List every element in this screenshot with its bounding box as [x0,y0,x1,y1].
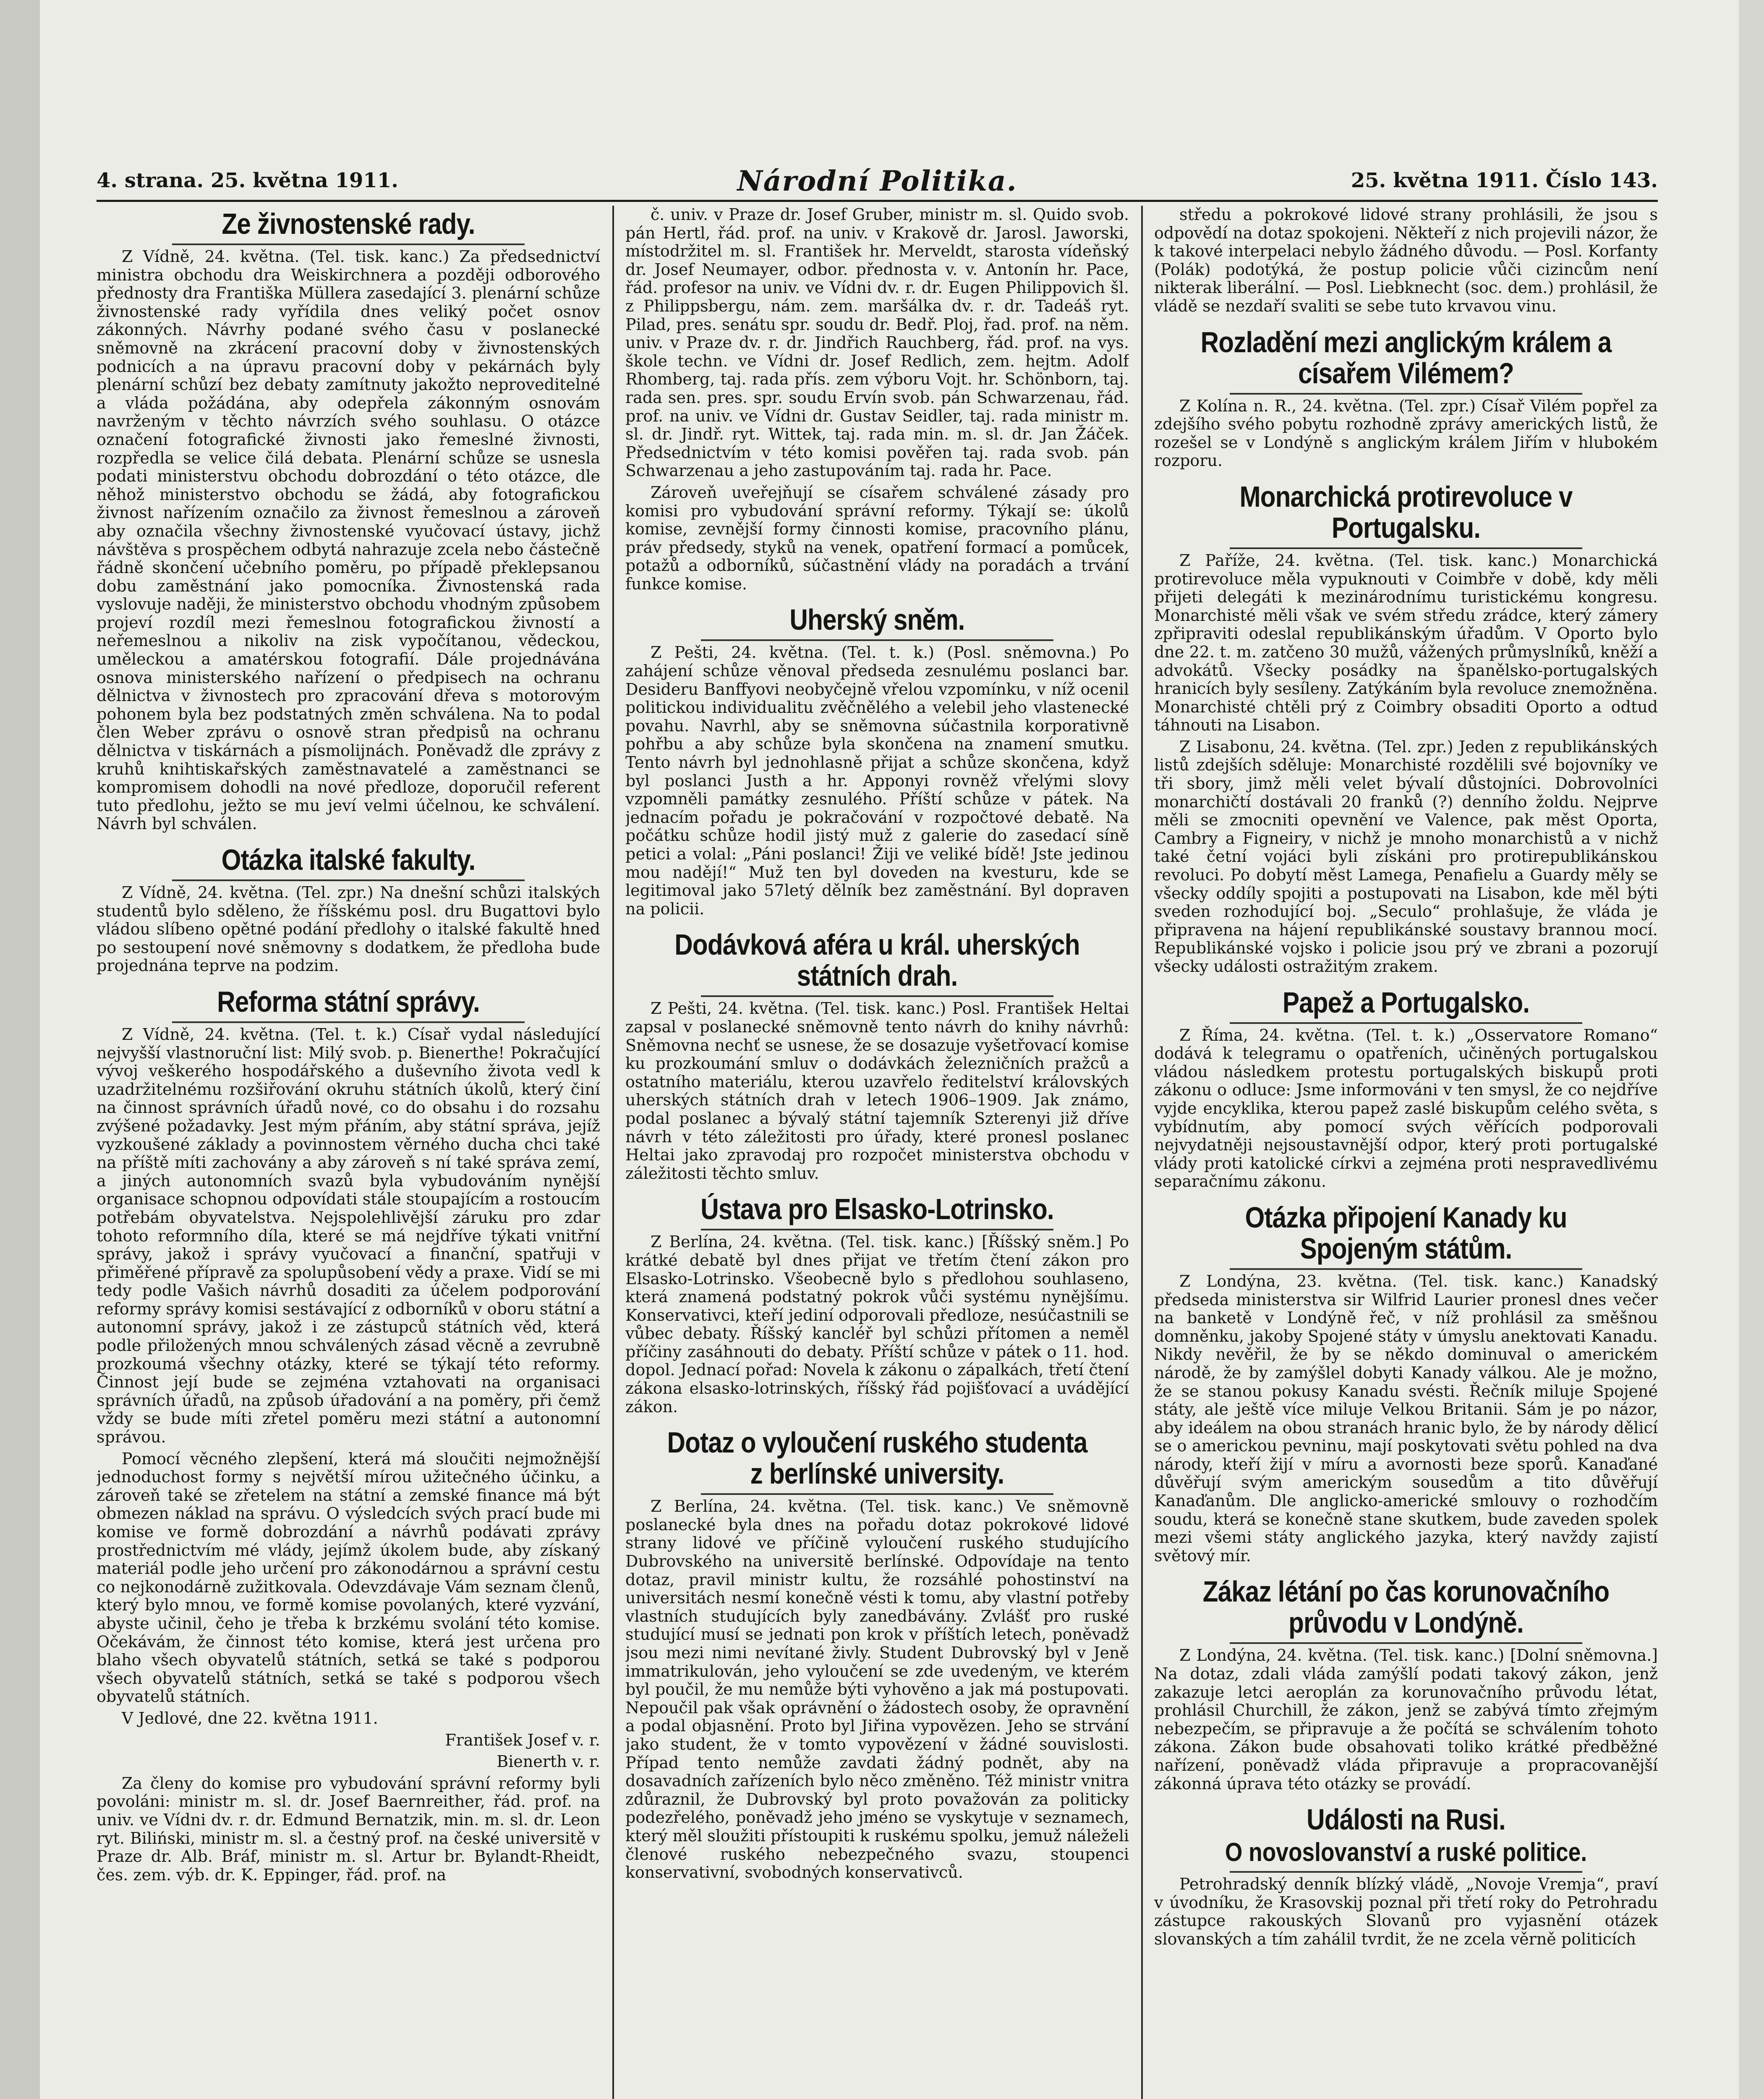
header-date-page: 4. strana. 25. května 1911. [97,169,398,192]
article-paragraph: Pomocí věcného zlepšení, která má sloučiti nejmožnější jednoduchost formy s největší mírou užitečného účinku, a zároveň také se zřetelem na státní a zemské finance má být obmezen náklad na správu. O výsledcích svých prací bude mi komise ve formě dobrozdání a návrhů podávati zprávy prostřednictvím mé vlády, jejímž úkolem bude, aby získaný materiál podle jeho určení pro zákonodárnou a správní cestu co nejkonodárně zužitkovala. Odevzdávaje Vám seznam členů, který bylo mnou, ve formě komise povolaných, které vyzvání, abyste učinil, čeho je třeba k brzkému svolání této komise. Očekávám, že činnost této komise, která jest určena pro blaho všech obyvatelů státních, setká se také s podporou všech obyvatelů státních, setká se také s podporou všech obyvatelů státních. [97,1449,600,1706]
article-headline: Události na Rusi. [1307,1803,1505,1836]
headline-rule [701,639,1053,641]
article [625,206,1129,593]
headline-rule [701,995,1053,997]
article-paragraph: Bienerth v. r. [497,1752,600,1771]
column-3 [1154,206,1658,2099]
article-headline: Dotaz o vyloučení ruského studenta z berlínské university. [667,1426,1087,1490]
article-paragraph: Z Vídně, 24. května. (Tel. t. k.) Císař vydal následující nejvyšší vlastnoruční list: Milý svob. p. Bienerthe! Pokračující vývoj veškerého hospodářského a duševního života vedl k uzadržitelnému rozšiřování okruhu státních úkolů, který činí na činnost správních úřadů nové, co do obsahu i do rozsahu zvýšené požadavky. Jest mým přáním, aby státní správa, jejíž vyzkoušené základy a povinnostem věrného ducha chci také na příště míti zachovány a aby zároveň s ní také správa zemí, a jiných autonomních svazů byla vybudováním nynější organisace schopnou odpovídati stále stoupajícím a rostoucím potřebám obyvatelstva. Nejspolehlivější záruku pro zdar tohoto reformního díla, které se má nejdříve týkati vnitřní správy, jakož i správy vyučovací a finanční, spatřuji v přiměřené přípravě za spolupůsobení vědy a praxe. Vidí se mi tedy podle Vašich návrhů dosaditi za účelem podporování reformy správy komisi sestávající z odborníků v oboru státní a autonomní správy, jakož i ze zástupců státních věd, která podle přiložených mnou schválených zásad věcně a zevrubně prozkoumá všechny otázky, které se týkají této reformy. Činnost její bude se zejména vztahovati na organisaci správních úřadů, na způsob úřadování a na poměry, při čemž vždy se bude míti zřetel poměru mezi státní a autonomní správou. [97,1025,600,1447]
article-headline: Papež a Portugalsko. [1282,986,1530,1019]
article-paragraph: Z Vídně, 24. května. (Tel. zpr.) Na dnešní schůzi italských studentů bylo sděleno, že říšskému posl. dru Bugattovi bylo vládou slíbeno opětné podání předlohy o italské fakultě hned po sestoupení nové sněmovny s dodatkem, že předloha bude projednána teprve na podzim. [97,883,600,975]
article-paragraph: V Jedlové, dne 22. května 1911. [122,1709,378,1727]
article-paragraph: František Josef v. r. [445,1730,600,1749]
column-1 [97,206,600,2099]
column-rule [612,206,614,2099]
article-paragraph: Za členy do komise pro vybudování správní reformy byli povoláni: ministr m. sl. dr. Josef Baernreither, řád. prof. na univ. ve Vídni dv. r. dr. Edmund Bernatzik, min. m. sl. dr. Leon ryt. Biliński, ministr m. sl. a čestný prof. na české universitě v Praze dr. Alb. Bráf, ministr m. sl. Artur br. Bylandt-Rheidt, čes. zem. výb. dr. K. Eppinger, řád. prof. na [97,1774,600,1884]
article [625,1427,1129,1882]
article-paragraph: Z Berlína, 24. května. (Tel. tisk. kanc.) [Říšský sněm.] Po krátké debatě byl dnes přijat ve třetím čtení zákon pro Elsasko-Lotrinsko. Všeobecně bylo s předlohou souhlaseno, která znamená podstatný pokrok vůči systému nynějšímu. Konservativci, kteří jediní odporovali předloze, nesúčastnili se vůbec debaty. Říšský kancléř byl schůzi přítomen a neměl příčiny zasáhnouti do debaty. Příští schůze v pátek o 11. hod. dopol. Jednací pořad: Novela k zákonu o zápalkách, třetí čtení zákona elsasko-lotrinských, říšský řád pojišťovací a uvádějící zákon. [625,1233,1129,1416]
article-paragraph: Z Vídně, 24. května. (Tel. tisk. kanc.) Za předsednictví ministra obchodu dra Weiskirchnera a později odborového přednosty dra Františka Müllera zasedající 3. plenární schůze živnostenské rady vyřídila dnes veliký počet osnov zákonných. Návrhy podané svého času v poslanecké sněmovně na zkrácení pracovní doby v živnostenských podnicích a na úpravu pracovní doby v pekárnách byly plenární schůzí bez debaty zamítnuty jakožto neproveditelné a vláda požádána, aby odepřela zákonným osnovám navrženým v těchto návrzích svého souhlasu. O otázce označení fotografické živnosti jako řemeslné živnosti, rozpředla se velice čilá debata. Plenární schůze se usnesla podati ministerstvu obchodu dobrozdání o této otázce, dle něhož ministerstvo obchodu se žádá, aby fotografickou živnost nařízením označilo za živnost řemeslnou a zároveň aby označila všechny živnostenské vyučovací ústavy, jichž návštěva s prospěchem odbytá nahrazuje zcela nebo částečně řádně skončení učebního poměru, po případě překlepsanou dobu zaměstnání jako pomocníka. Živnostenská rada vyslovuje naději, že ministerstvo obchodu vhodným způsobem projeví rozdíl mezi řemeslnou fotografickou živností a neřemeslnou a nikoliv na zisk vypočítanou, vědeckou, uměleckou a amatérskou fotografií. Dále projednávána osnova ministerského nařízení o předpisech na ochranu dělnictva v živnostech pro zpracování dřeva s motorovým pohonem byla bez podstatných změn schválena. Na to podal člen Weber zprávu o osnově stran předpisů na ochranu dělnictva v tiskárnách a písmolijnách. Poněvadž dle zprávy z kruhů knihtiskařských zaměstnavatelé a zaměstnanci se kompromisem dohodli na nové předloze, doporučil referent tuto předlohu, ježto se mu jeví velmi účelnou, ke schválení. Návrh byl schválen. [97,247,600,833]
headline-rule [1230,547,1582,549]
article-headline: Zákaz létání po čas korunovačního průvodu v Londýně. [1202,1575,1610,1639]
article-paragraph: Z Pešti, 24. května. (Tel. tisk. kanc.) Posl. František Heltai zapsal v poslanecké sněmovně tento návrh do knihy návrhů: Sněmovna nechť se usnese, že se dosazuje vyšetřovací komise ku prozkoumání smluv o dodávkách železničních pražců a ostatního materiálu, kterou uzavřelo ředitelství královských uherských státních drah v letech 1906–1909. Jak známo, podal poslanec a bývalý státní tajemník Szterenyi již dříve návrh v této záležitosti pro úřady, které pronesl poslanec Heltai jako zpravodaj pro rozpočet ministerstva obchodu v záležitosti těchto smluv. [625,999,1129,1183]
article-headline: Rozladění mezi anglickým králem a císařem Vilémem? [1200,325,1612,390]
article-paragraph: Zároveň uveřejňují se císařem schválené zásady pro komisi pro vybudování správní reformy. Týkají se: úkolů komise, zevnější formy činnosti komise, pracovního plánu, práv předsedy, styků na venek, opatření formací a pomůcek, potažů a odborníků, súčastnění vlády na poradách a trvání funkce komise. [625,483,1129,593]
article [625,604,1129,918]
header-issue-number: 25. května 1911. Číslo 143. [1351,169,1658,192]
headline-rule [1230,1022,1582,1024]
headline-rule [1230,1871,1582,1873]
article-paragraph: středu a pokrokové lidové strany prohlásili, že jsou s odpovědí na dotaz spokojeni. Někteří z nich projevili názor, že k takové interpelaci nebylo žádného důvodu. — Posl. Korfanty (Polák) podotýká, že postup policie vůči cizincům není nikterak liberální. — Posl. Liebknecht (soc. dem.) prohlásil, že vládě se nezdaří svaliti se sebe tuto krvavou vinu. [1154,206,1658,315]
article [1154,1202,1658,1565]
article-paragraph: Z Paříže, 24. května. (Tel. tisk. kanc.) Monarchická protirevoluce měla vypuknouti v Coimbře v době, kdy měli přijeti delegáti k mezinárodnímu turistickému kongresu. Monarchisté měli však ve svém středu zrádce, který zámery zpřipraviti odeslal republikánským úřadům. V Oporto bylo dne 22. t. m. zatčeno 30 mužů, vážených průmyslníků, kněží a advokátů. Všecky posádky na španělsko-portugalských hranicích byly sesíleny. Zatýkáním byla revoluce znemožněna. Monarchisté chtěli prý z Coimbry obsaditi Oporto a odtud táhnouti na Lisabon. [1154,551,1658,735]
article-paragraph: Z Lisabonu, 24. května. (Tel. zpr.) Jeden z republikánských listů zdejších sděluje: Monarchisté rozdělili své bojovníky ve tři sbory, jimž měli velet bývalí důstojníci. Dobrovolníci monarchičtí dostávali 20 franků (?) denního žoldu. Nejprve měli se zmocniti opevnění ve Valence, pak měst Oporta, Cambry a Figneiry, v nichž je mnoho monarchistů a v nichž také četní vojáci byli získáni pro protirepublikánskou revoluci. Po dobytí měst Lamega, Penafielu a Guardy měly se všecky oddíly spojiti a postupovati na Lisabon, kde měl býti sveden rozhodující boj. „Seculo“ prohlašuje, že vláda je připravena na hájení republikánské soustavy brannou mocí. Republikánské vojsko i policie jsou prý ve zbrani a pozorují všecky události ostražitým zrakem. [1154,737,1658,976]
scan-edge-right [1739,0,1764,2099]
article [1154,481,1658,976]
column-2 [625,206,1129,2099]
article-paragraph: č. univ. v Praze dr. Josef Gruber, ministr m. sl. Quido svob. pán Hertl, řád. prof. na univ. v Krakově dr. Jarosl. Jaworski, místodržitel m. sl. František hr. Merveldt, starosta vídeňský dr. Josef Neumayer, odbor. přednosta v. v. Antonín hr. Pace, řád. profesor na univ. ve Vídni dv. r. dr. Eugen Philippovich šl. z Philippsbergu, nám. zem. maršálka dv. r. dr. Tadeáš ryt. Pilad, pres. senátu spr. soudu dr. Bedř. Ploj, řad. prof. na něm. univ. v Praze dv. r. dr. Jindřich Rauchberg, řád. prof. na vys. škole techn. ve Vídni dr. Josef Redlich, zem. hejtm. Adolf Rhomberg, taj. rada přís. zem výboru Vojt. hr. Schönborn, taj. rada sen. pres. spr. soudu Ervín svob. pán Schwarzenau, řád. prof. na univ. ve Vídni dr. Gustav Seidler, taj. rada ministr m. sl. dr. Jindř. ryt. Wittek, taj. rada min. m. sl. dr. Jan Žáček. Předsednictvím v této komisi pověřen taj. rada svob. pán Schwarzenau a jeho zastupováním taj. rada hr. Pace. [625,206,1129,480]
article [1154,1576,1658,1793]
article-paragraph: Z Kolína n. R., 24. května. (Tel. zpr.) Císař Vilém popřel za zdejšího svého pobytu rozhodně zprávy amerických listů, že rozešel se v Londýně s anglickým králem Jiřím v hlubokém rozporu. [1154,396,1658,470]
article [97,986,600,1884]
article [1154,327,1658,470]
article [1154,206,1658,316]
masthead-title: Národní Politika. [737,165,1017,197]
headline-rule [172,879,525,881]
article-headline: Otázka připojení Kanady ku Spojeným státům. [1245,1201,1567,1265]
article [625,1193,1129,1416]
article [97,208,600,833]
article-headline: Reforma státní správy. [217,985,480,1018]
article-headline: Ze živnostenské rady. [222,207,475,240]
article-headline: Dodávková aféra u král. uherských státních drah. [674,928,1080,992]
headline-rule [172,243,525,245]
article-paragraph: Z Londýna, 23. května. (Tel. tisk. kanc.) Kanadský předseda ministerstva sir Wilfrid Laurier pronesl dnes večer na banketě v Londýně řeč, v níž prohlásil za směšnou domněnku, jakoby Spojené státy v úmyslu anektovati Kanadu. Nikdy nevěřil, že by se někdo dominuval o americkém národě, že by zamýšlel dobyti Kanady válkou. Ale je možno, že se stanou pokusy Kanadu svésti. Řečník miluje Spojené státy, ale ještě více miluje Velkou Britanii. Sám je po názor, aby ideálem na obou stranách hranic bylo, že by národy dělicí se o americkou pevninu, mají poskytovati světu pohled na dva národy, kteří žijí v míru a avornosti beze sporů. Kanaďané důvěřují svým americkým sousedům a tito důvěřují Kanaďanům. Dle anglicko-americké smlouvy o rozhodčím soudu, která se konečně stane skutkem, bude zaveden spolek mezi všemi státy anglického jazyka, který navždy zajistí světový mír. [1154,1272,1658,1565]
headline-rule [701,1229,1053,1230]
article-paragraph: Petrohradský denník blízký vládě, „Novoje Vremja“, praví v úvodníku, že Krasovskij poznal při třetí roky do Petrohradu zástupce rakouských Slovanů pro vyjasnění otázek slovanských a tím zahálil tvrdit, že ne zcela věrně politicích [1154,1875,1658,1948]
scan-edge-left [0,0,40,2099]
article [1154,1804,1658,1948]
article-paragraph: Z Říma, 24. května. (Tel. t. k.) „Osservatore Romano“ dodává k telegramu o opatřeních, učiněných portugalskou vládou následkem protestu portugalských biskupů proti zákonu o odluce: Jsme informováni v ten smysl, že co nejdříve vyjde encyklika, kterou papež zaslé biskupům celého světa, s vybídnutím, aby pomocí svých věřících podporovali nejvydatněji nejsoustavnější odpor, který proti portugalské vlády proti katolické církvi a zejména proti nespravedlivému separačnímu zákonu. [1154,1026,1658,1191]
headline-rule [1230,393,1582,395]
article-headline: Ústava pro Elsasko-Lotrinsko. [700,1193,1054,1226]
article-paragraph: Z Pešti, 24. května. (Tel. t. k.) (Posl. sněmovna.) Po zahájení schůze věnoval předseda zesnulému poslanci bar. Desideru Banffyovi neobyčejně vřelou vzpomínku, v níž ocenil politickou individualitu zvěčnělého a velebil jeho vlastenecké povahu. Navrhl, aby se sněmovna súčastnila korporativně pohřbu a aby schůze byla skončena na znamení smutku. Tento návrh byl jednohlasně přijat a schůze skončena, když byl poslanci Justh a hr. Apponyi rovněž vřelými slovy vzpomněli památky zesnulého. Příští schůze v pátek. Na jednacím pořadu je pokračování v rozpočtové debatě. Na počátku schůze hodil jistý muž z galerie do zasedací síně petici a volal: „Páni poslanci! Žiji ve veliké bídě! Jste jedinou mou nadějí!“ Muž ten byl doveden na kvesturu, kde se legitimoval jako 57letý dělník bez zaměstnání. Byl dopraven na policii. [625,643,1129,918]
page-header [97,167,1658,202]
article [625,929,1129,1183]
article-paragraph: Z Londýna, 24. května. (Tel. tisk. kanc.) [Dolní sněmovna.] Na dotaz, zdali vláda zamýšlí podati takový zákon, jenž zakazuje letci aeroplán za korunovačního průvodu létat, prohlásil Churchill, že zákon, jenž se zabývá tímto zřejmým nebezpečím, se připravuje a že počítá se schválením tohoto zákona. Zákon bude obsahovati toliko krátké předběžné nařízení, poněvadž vláda připravuje a propracovanější zákonná úprava této otázky se provádí. [1154,1646,1658,1793]
article-headline: Monarchická protirevoluce v Portugalsku. [1239,480,1573,544]
headline-rule [1230,1642,1582,1644]
article-headline: Otázka italské fakulty. [221,843,476,876]
article-subheadline: O novoslovanství a ruské politice. [1225,1838,1587,1867]
article-paragraph: Z Berlína, 24. května. (Tel. tisk. kanc.) Ve sněmovně poslanecké byla dnes na pořadu dotaz pokrokové lidové strany lidové ve příčině vyloučení ruského studujícího Dubrovského na universitě berlínské. Odpovídaje na tento dotaz, pravil ministr kultu, že rozsáhlé pohostinství na universitách nesmí konečně vésti k tomu, aby vlastní potřeby vlastních studujících byly zanedbávány. Zvlášť pro ruské studující musí se jednati pon krok v příštích letech, poněvadž jsou mezi nimi nevítané živly. Student Dubrovský byl v Jeně immatrikulován, jeho vyloučení se zde uvedeným, ve kterém byl poučil, že mu nemůže býti vyhověno a jak má postupovati. Nepoučil pak však oprávnění o žádostech osoby, že opravnění a podal objasnění. Proto byl Jiřina vypovězen. Jeho se strvání jako student, že v tomto vypovězení v žádné souvislosti. Případ tento nemůže zavdati žádný podnět, aby na dosavadních zařízeních bylo něco změněno. Též ministr vnitra zdůraznil, že Dubrovský byl proto považován za politicky podezřelého, poněvadž jeho jméno se vyskytuje v seznamech, který měl sloužiti přístoupiti k ruskému spolku, jemuž náleželi členové ruského nebezpečného svazu, stoupenci konservativní, svobodných konservativců. [625,1497,1129,1882]
column-rule [1141,206,1143,2099]
headline-rule [172,1021,525,1023]
headline-rule [701,1493,1053,1495]
article [1154,987,1658,1191]
article-headline: Uherský sněm. [789,603,965,636]
headline-rule [1230,1268,1582,1270]
article [97,844,600,975]
